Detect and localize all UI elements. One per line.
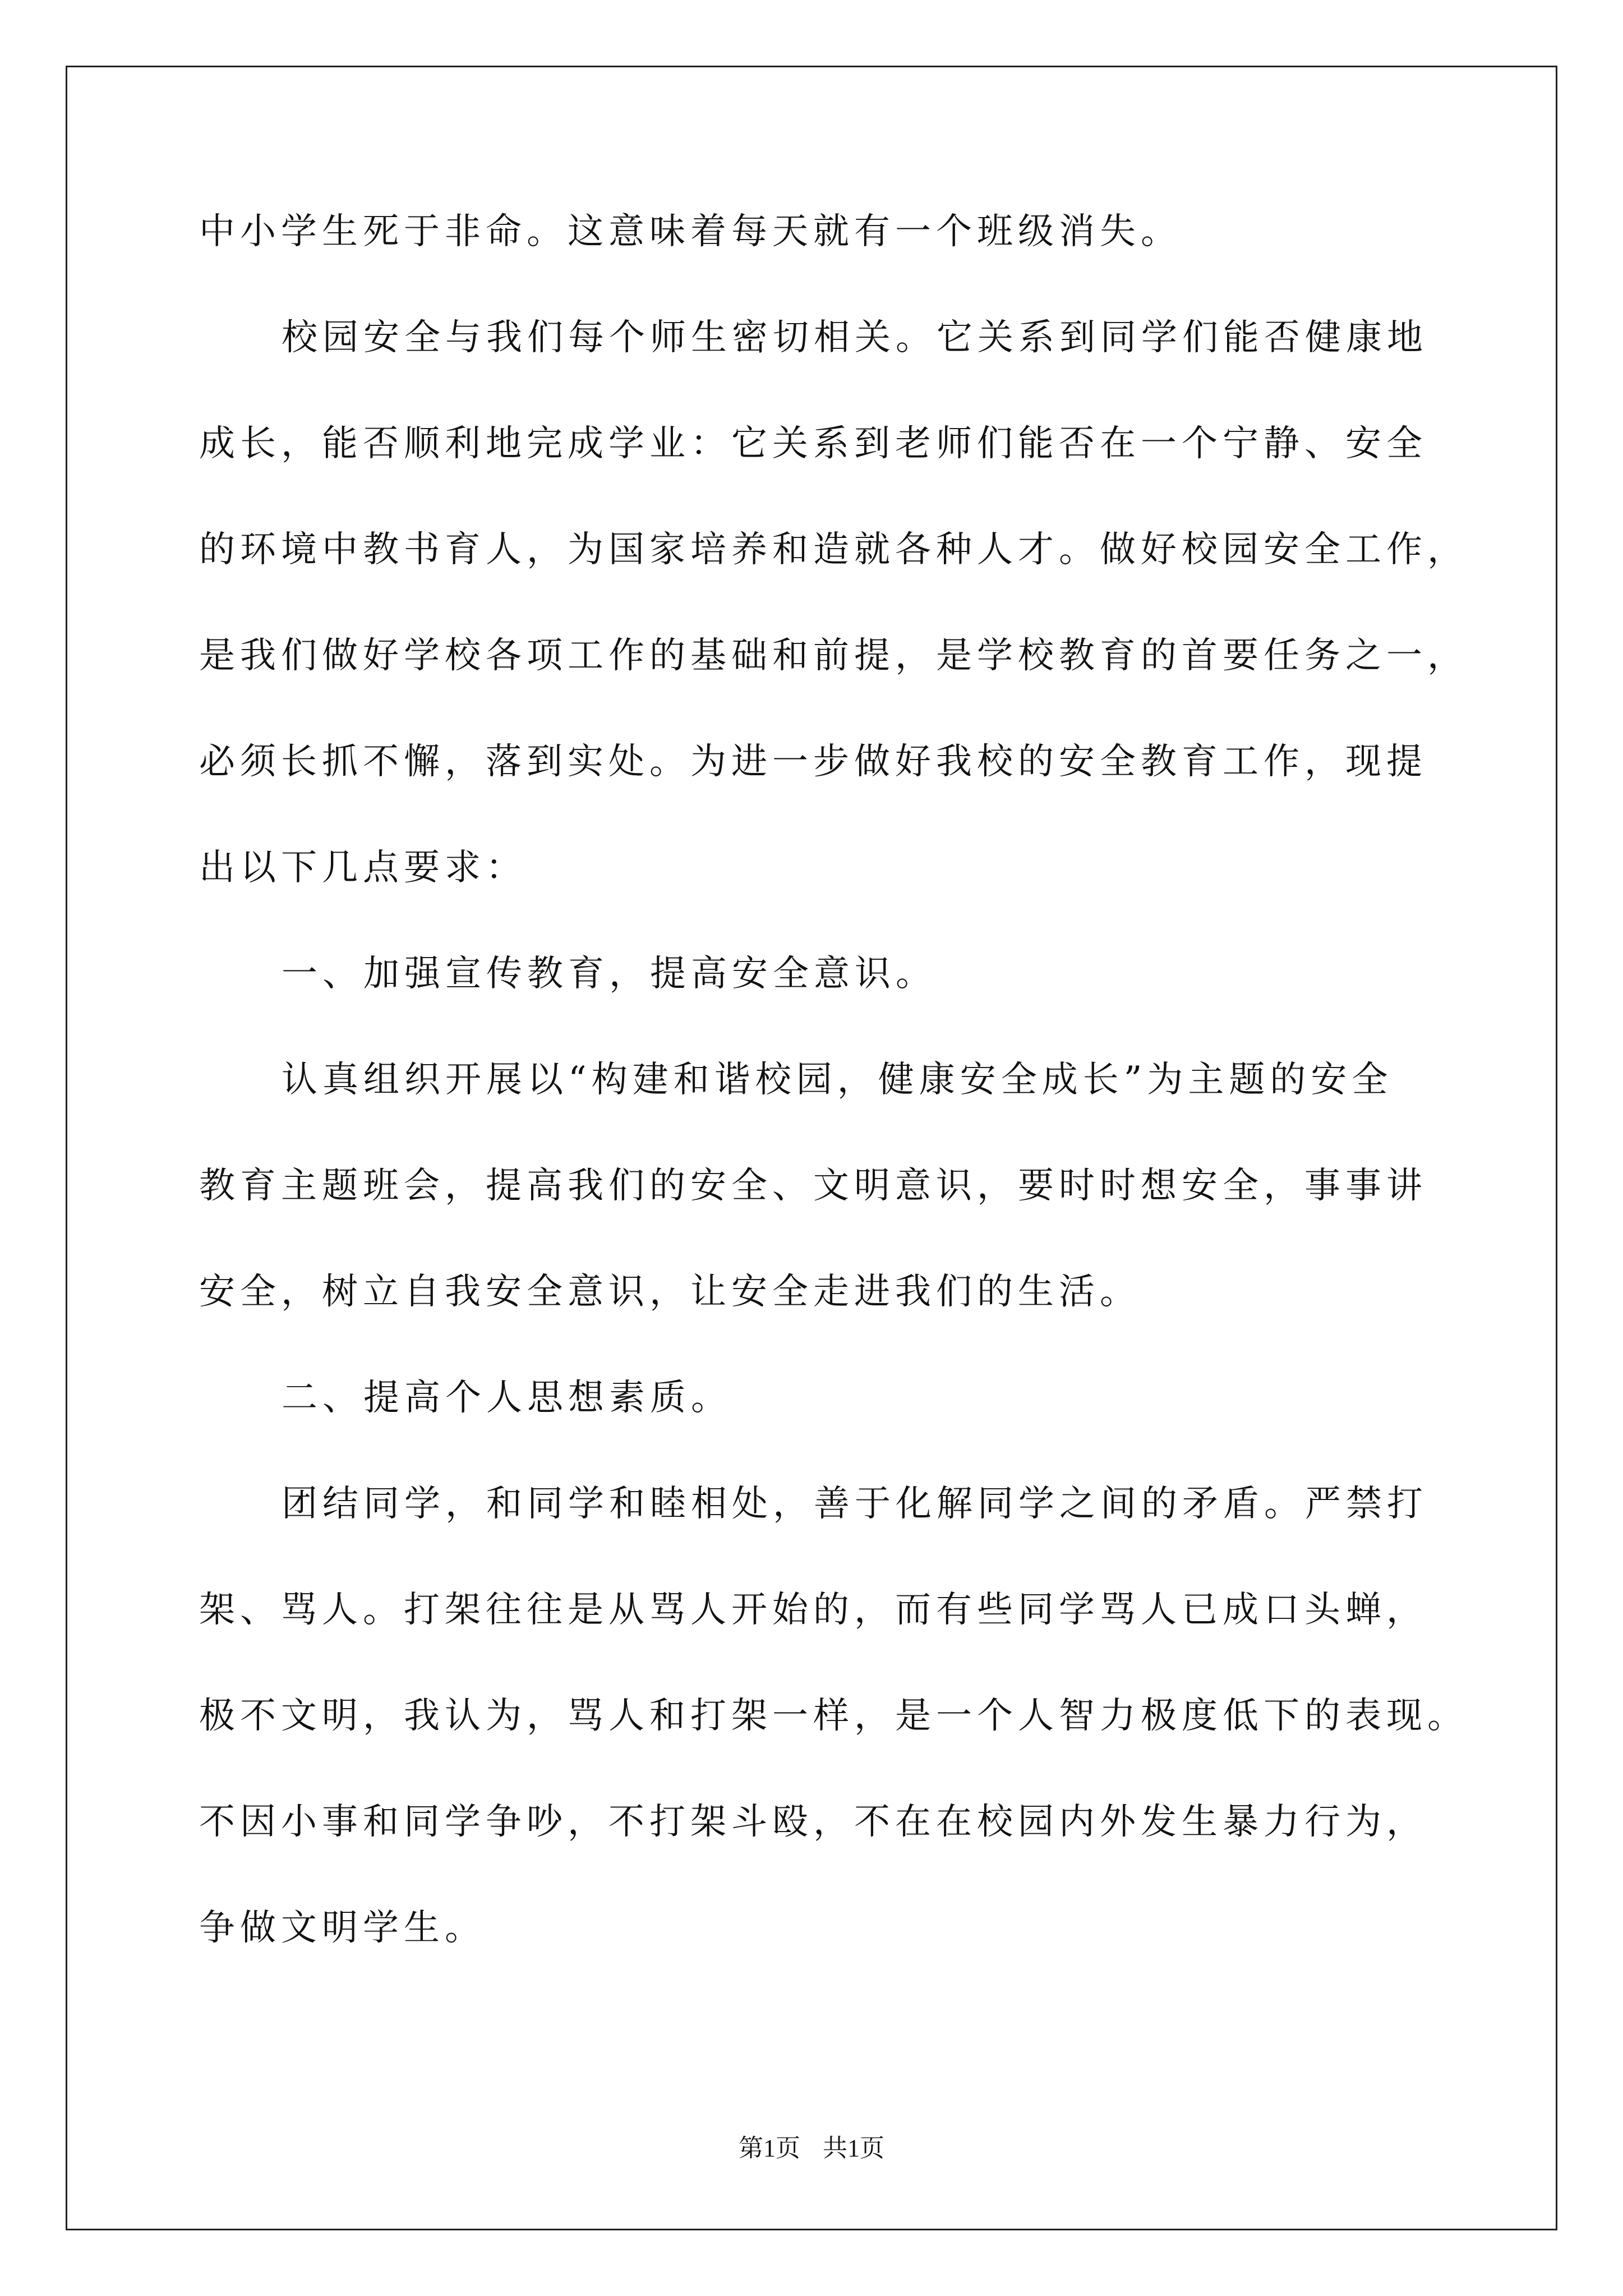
paragraph-line-16: 不因小事和同学争吵，不打架斗殴，不在在校园内外发生暴力行为，: [199, 1801, 1427, 1843]
paragraph-line-1: 中小学生死于非命。这意味着每天就有一个班级消失。: [199, 211, 1182, 252]
paragraph-line-14: 架、骂人。打架往往是从骂人开始的，而有些同学骂人已成口头蝉，: [199, 1589, 1427, 1631]
page-number: 第1页: [739, 2134, 800, 2162]
paragraph-line-17: 争做文明学生。: [199, 1907, 486, 1949]
page-total: 共1页: [823, 2134, 884, 2162]
paragraph-line-10: 教育主题班会，提高我们的安全、文明意识，要时时想安全，事事讲: [199, 1165, 1427, 1207]
paragraph-line-9: 认真组织开展以“构建和谐校园，健康安全成长”为主题的安全: [282, 1059, 1393, 1101]
paragraph-line-7: 出以下几点要求：: [199, 847, 527, 889]
page-footer: [0, 2132, 1623, 2165]
section-heading-1: 一、加强宣传教育，提高安全意识。: [282, 953, 937, 995]
paragraph-line-15: 极不文明，我认为，骂人和打架一样，是一个人智力极度低下的表现。: [199, 1695, 1468, 1737]
document-body: [199, 208, 1468, 2010]
paragraph-line-11: 安全，树立自我安全意识，让安全走进我们的生活。: [199, 1271, 1141, 1313]
paragraph-line-6: 必须长抓不懈，落到实处。为进一步做好我校的安全教育工作，现提: [199, 741, 1427, 783]
paragraph-line-5: 是我们做好学校各项工作的基础和前提，是学校教育的首要任务之一，: [199, 635, 1468, 677]
paragraph-line-13: 团结同学，和同学和睦相处，善于化解同学之间的矛盾。严禁打: [282, 1483, 1428, 1525]
paragraph-line-4: 的环境中教书育人，为国家培养和造就各种人才。做好校园安全工作，: [199, 529, 1468, 570]
paragraph-line-3: 成长，能否顺利地完成学业：它关系到老师们能否在一个宁静、安全: [199, 423, 1427, 464]
section-heading-2: 二、提高个人思想素质。: [282, 1377, 732, 1419]
paragraph-line-2: 校园安全与我们每个师生密切相关。它关系到同学们能否健康地: [282, 317, 1428, 358]
